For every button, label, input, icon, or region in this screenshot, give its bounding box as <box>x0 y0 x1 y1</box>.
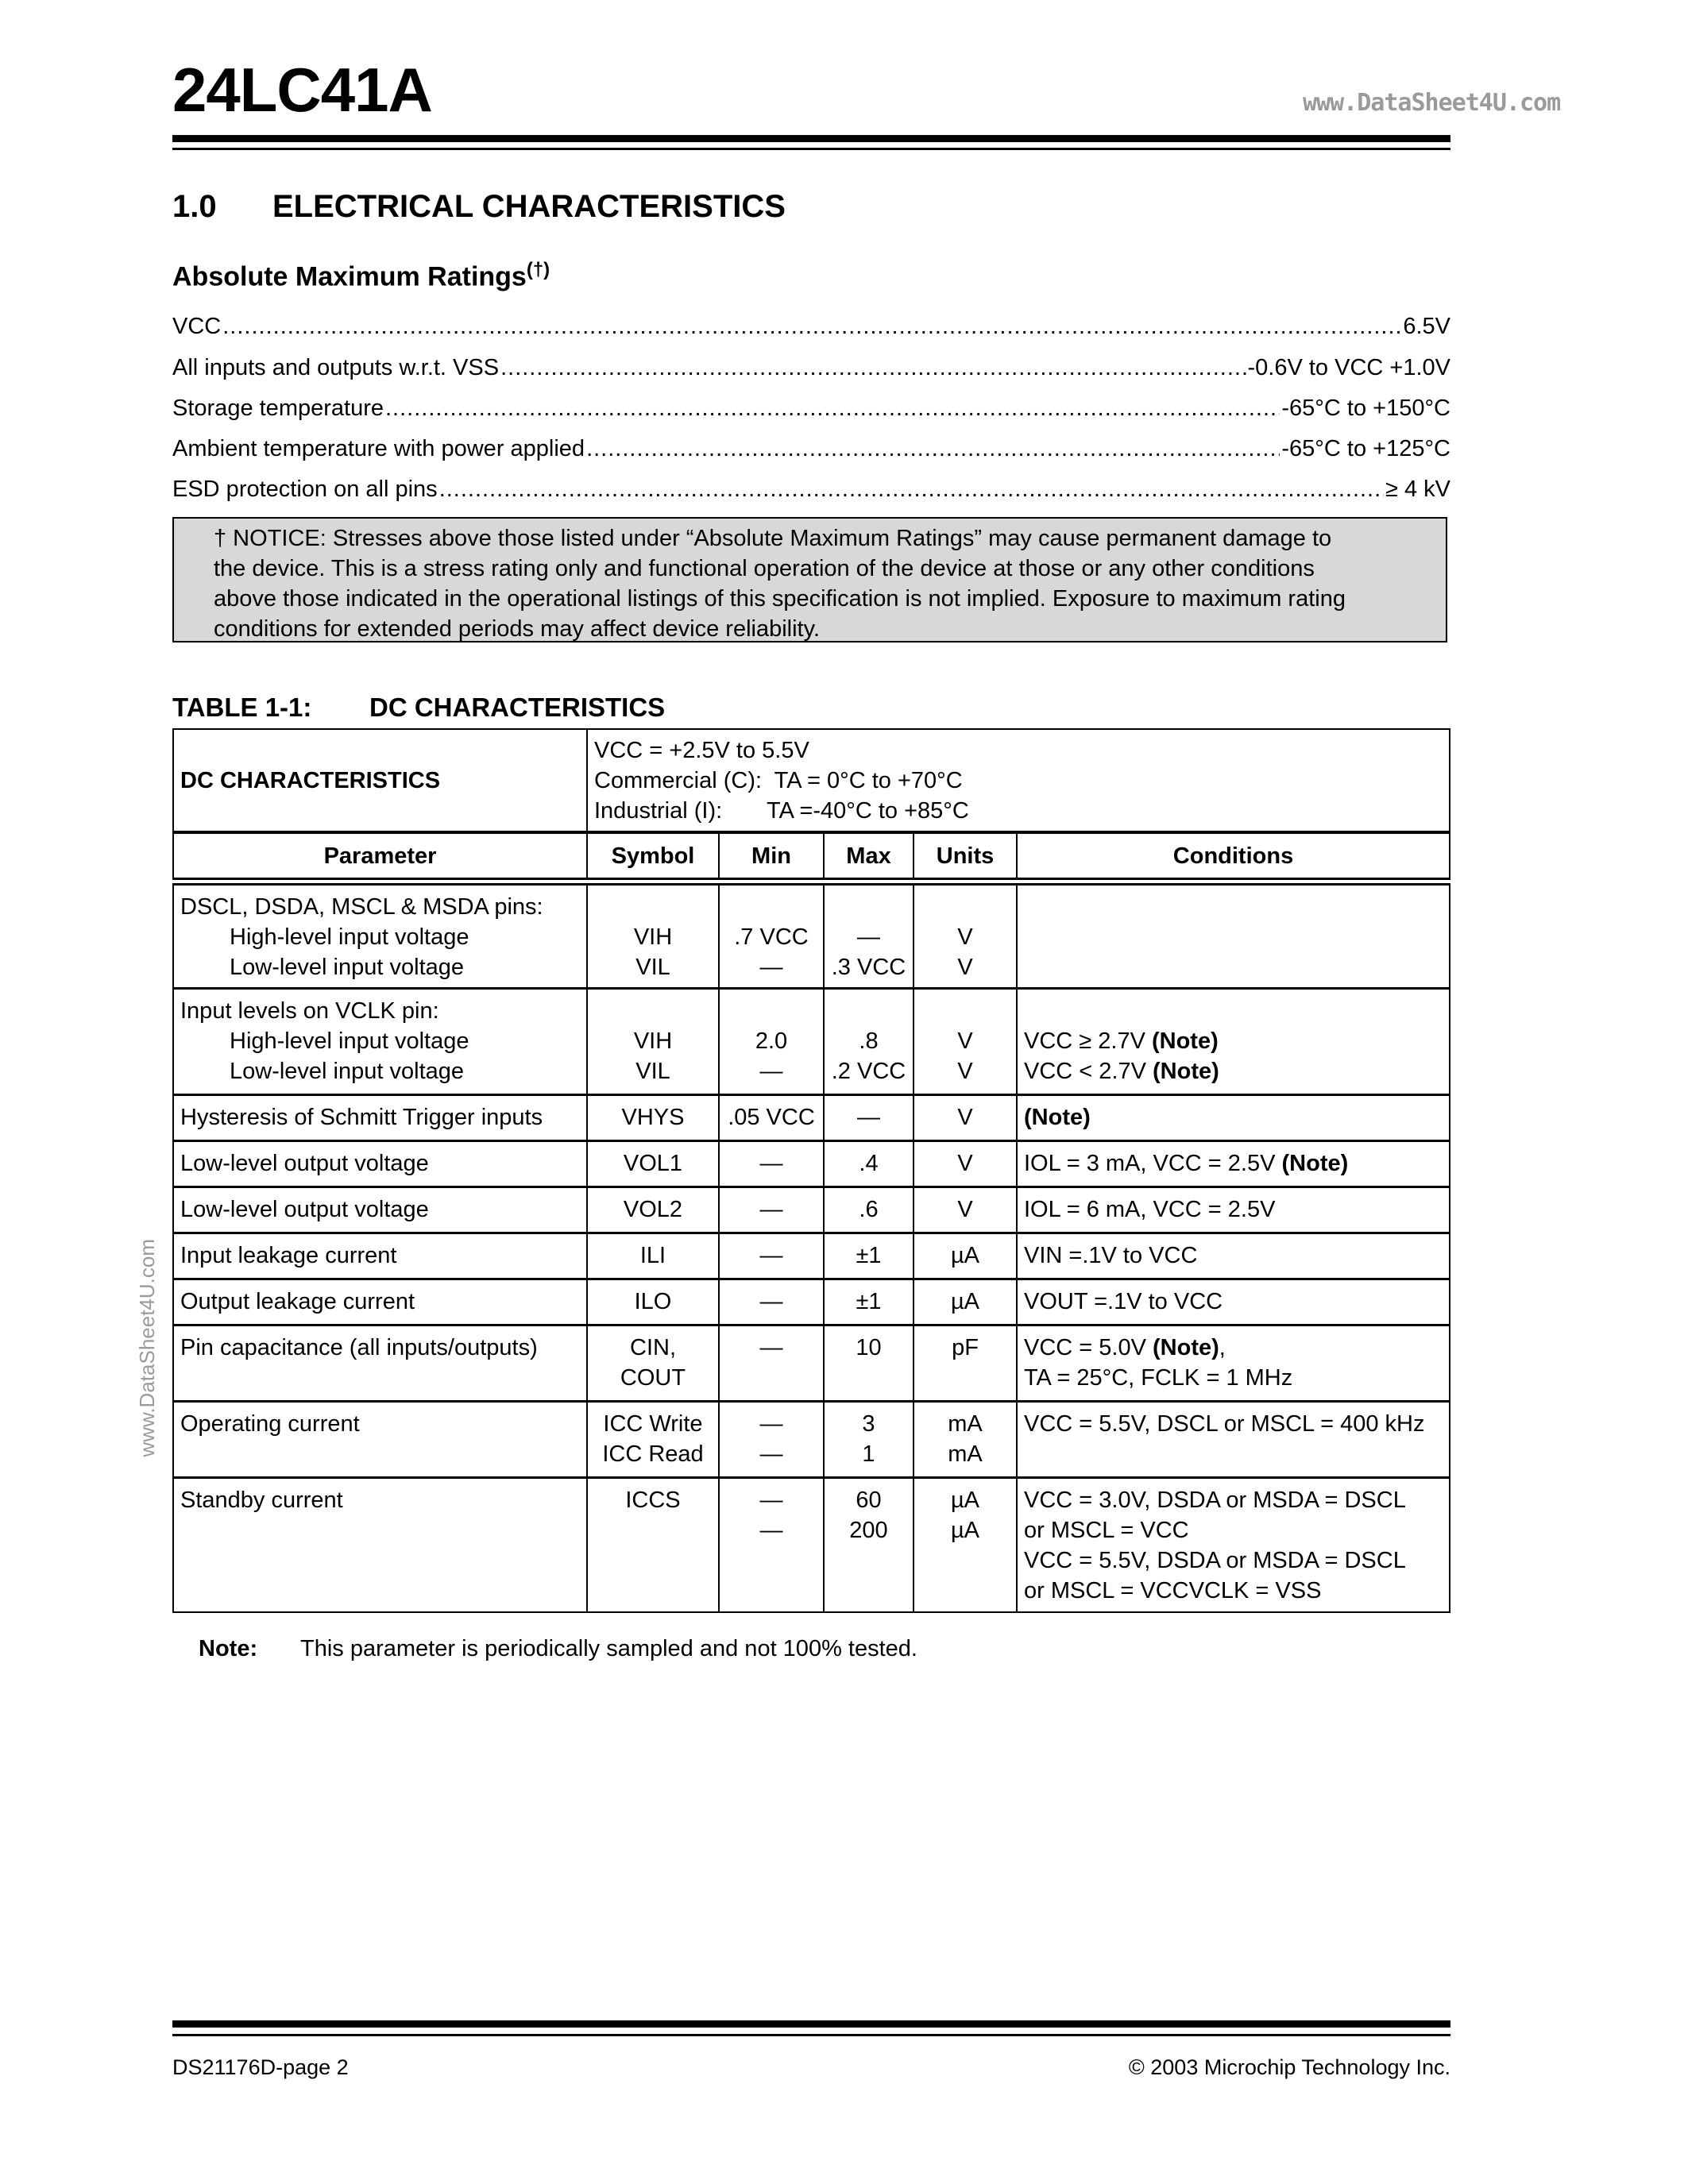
symbol-line: ICCS <box>625 1487 681 1513</box>
symbol-line: VIH <box>633 924 673 950</box>
column-header-min: Min <box>719 832 824 882</box>
cell-param <box>173 1187 587 1233</box>
table-row <box>173 1279 1450 1325</box>
min-line: 2.0 <box>755 1028 788 1054</box>
cond-line: VIN =.1V to VCC <box>1024 1242 1198 1268</box>
footer-page: DS21176D-page 2 <box>172 2055 349 2079</box>
param-line: Hysteresis of Schmitt Trigger inputs <box>180 1104 543 1130</box>
footer-rule-thick <box>172 2020 1450 2028</box>
cell-units <box>914 882 1017 988</box>
cell-param <box>173 1325 587 1401</box>
table-header-conditions <box>587 729 1450 832</box>
ratings-title: Absolute Maximum Ratings <box>172 261 527 292</box>
ratings-heading <box>172 259 550 292</box>
cond-line <box>1024 1102 1443 1133</box>
symbol-line: ICC Write <box>603 1410 703 1437</box>
units-line: V <box>957 1058 973 1084</box>
document-title: 24LC41A <box>172 55 432 125</box>
min-line: — <box>759 1441 783 1467</box>
cell-max <box>824 882 914 988</box>
min-line: — <box>759 1334 783 1360</box>
cond-line: or MSCL = VCCVCLK = VSS <box>1024 1577 1322 1603</box>
units-line: mA <box>948 1410 983 1437</box>
symbol-line <box>594 996 712 1026</box>
cell-min <box>719 1187 824 1233</box>
notice-line: † NOTICE: Stresses above those listed under “Absolute Maximum Ratings” may cause permanent damage to <box>214 526 1332 551</box>
cell-min <box>719 1094 824 1140</box>
table-row <box>173 882 1450 988</box>
units-line: V <box>957 1150 973 1176</box>
max-line: 1 <box>862 1441 875 1467</box>
units-line: µA <box>950 1242 980 1268</box>
section-title: ELECTRICAL CHARACTERISTICS <box>272 189 786 224</box>
cell-param <box>173 1279 587 1325</box>
cond-line <box>1024 922 1443 952</box>
max-line: 60 <box>856 1487 882 1513</box>
column-header-symbol: Symbol <box>587 832 719 882</box>
max-line: — <box>857 1104 880 1130</box>
max-line: ±1 <box>856 1242 882 1268</box>
rating-value: -0.6V to VCC +1.0V <box>1247 355 1450 380</box>
cell-units <box>914 1140 1017 1187</box>
cell-symbol <box>587 882 719 988</box>
cell-max <box>824 1325 914 1401</box>
notice-line: above those indicated in the operational listings of this specification is not implied. Exposure to maximum rating <box>214 586 1346 612</box>
cell-param <box>173 1233 587 1279</box>
table-number: TABLE 1-1: <box>172 693 312 722</box>
cell-symbol <box>587 1477 719 1612</box>
cell-param <box>173 1401 587 1477</box>
min-line: .7 VCC <box>734 924 809 950</box>
cell-cond <box>1017 1233 1450 1279</box>
min-line: — <box>759 955 783 980</box>
units-line <box>921 996 1010 1026</box>
cell-symbol <box>587 1325 719 1401</box>
param-line: Low-level input voltage <box>230 955 465 980</box>
param-line: DSCL, DSDA, MSCL & MSDA pins: <box>180 894 543 920</box>
cell-max <box>824 1094 914 1140</box>
min-line: — <box>759 1242 783 1268</box>
max-line <box>831 892 906 922</box>
watermark-link[interactable]: www.DataSheet4U.com <box>1303 89 1561 117</box>
header-condition-line: Commercial (C): TA = 0°C to +70°C <box>594 767 963 793</box>
table-row <box>173 1140 1450 1187</box>
min-line <box>726 996 817 1026</box>
leader-dots <box>439 477 1384 503</box>
note-reference: (Note) <box>1281 1150 1349 1176</box>
symbol-line: CIN, COUT <box>620 1334 686 1391</box>
cond-line <box>1024 892 1443 922</box>
param-line: Low-level output voltage <box>180 1196 429 1222</box>
param-line: Input levels on VCLK pin: <box>180 997 439 1024</box>
cell-symbol <box>587 1140 719 1187</box>
cell-min <box>719 988 824 1094</box>
cond-line: VOUT =.1V to VCC <box>1024 1288 1223 1314</box>
units-line: V <box>957 1104 973 1130</box>
param-line: Input leakage current <box>180 1242 397 1268</box>
cell-max <box>824 1233 914 1279</box>
cell-cond <box>1017 882 1450 988</box>
cond-line: VCC ≥ 2.7V (Note) <box>1024 1028 1219 1054</box>
cell-cond <box>1017 1187 1450 1233</box>
min-line: — <box>759 1196 783 1222</box>
cell-min <box>719 1233 824 1279</box>
table-note <box>199 1636 917 1662</box>
header-rule-thick <box>172 135 1450 142</box>
symbol-line: ILI <box>639 1242 666 1268</box>
cell-units <box>914 988 1017 1094</box>
column-header-parameter: Parameter <box>173 832 587 882</box>
cond-line: VCC = 5.0V (Note), <box>1024 1334 1226 1360</box>
cell-param <box>173 1477 587 1612</box>
cell-cond <box>1017 1477 1450 1612</box>
max-line: 3 <box>862 1410 875 1437</box>
cond-line: VCC = 5.5V, DSCL or MSCL = 400 kHz <box>1024 1410 1425 1437</box>
rating-value: -65°C to +150°C <box>1281 396 1450 421</box>
min-line: — <box>759 1410 783 1437</box>
cell-units <box>914 1279 1017 1325</box>
param-line: High-level input voltage <box>230 924 469 950</box>
rating-label: VCC <box>172 314 222 339</box>
max-line: .8 <box>859 1028 879 1054</box>
cell-units <box>914 1094 1017 1140</box>
leader-dots <box>385 396 1280 422</box>
max-line <box>831 996 906 1026</box>
rating-label: Ambient temperature with power applied <box>172 436 585 461</box>
units-line <box>921 892 1010 922</box>
min-line: — <box>759 1058 783 1084</box>
units-line: mA <box>948 1441 983 1467</box>
cell-units <box>914 1401 1017 1477</box>
footer-rule-thin <box>172 2034 1450 2036</box>
max-line: ±1 <box>856 1288 882 1314</box>
symbol-line: VOL2 <box>623 1196 683 1222</box>
dc-characteristics-table <box>172 728 1450 1613</box>
symbol-line: ILO <box>634 1288 672 1314</box>
symbol-line: VOL1 <box>623 1150 683 1176</box>
cell-param <box>173 1140 587 1187</box>
cell-symbol <box>587 988 719 1094</box>
rating-row <box>172 355 1450 381</box>
max-line: 10 <box>856 1334 882 1360</box>
param-line: Low-level input voltage <box>230 1058 465 1084</box>
column-header-max: Max <box>824 832 914 882</box>
max-line: .6 <box>859 1196 879 1222</box>
cond-line: VCC = 5.5V, DSDA or MSDA = DSCL <box>1024 1547 1406 1573</box>
rating-value: 6.5V <box>1403 314 1450 339</box>
note-reference: (Note) <box>1153 1058 1219 1084</box>
param-line: Output leakage current <box>180 1288 415 1314</box>
symbol-line <box>594 892 712 922</box>
note-reference: (Note) <box>1151 1028 1219 1054</box>
header-condition-line: VCC = +2.5V to 5.5V <box>594 737 809 763</box>
rating-row <box>172 477 1450 503</box>
watermark-text: www.DataSheet4U.com <box>135 1239 159 1457</box>
max-line: .3 VCC <box>831 955 906 980</box>
min-line: — <box>759 1150 783 1176</box>
cell-max <box>824 1279 914 1325</box>
cell-cond <box>1017 1325 1450 1401</box>
cell-param <box>173 1094 587 1140</box>
units-line: V <box>957 1196 973 1222</box>
notice-line: the device. This is a stress rating only and functional operation of the device at those or any other conditions <box>214 556 1315 581</box>
leader-dots <box>500 355 1246 381</box>
rating-value: -65°C to +125°C <box>1281 436 1450 461</box>
min-line: — <box>759 1487 783 1513</box>
cell-min <box>719 1279 824 1325</box>
cell-cond <box>1017 988 1450 1094</box>
rating-value: ≥ 4 kV <box>1385 477 1450 502</box>
cell-min <box>719 1477 824 1612</box>
cell-cond <box>1017 1401 1450 1477</box>
cell-max <box>824 1187 914 1233</box>
cond-line <box>1024 952 1443 982</box>
table-caption <box>172 693 665 723</box>
cond-line: or MSCL = VCC <box>1024 1517 1189 1543</box>
notice-box <box>172 517 1447 642</box>
table-row <box>173 1401 1450 1477</box>
min-line <box>726 892 817 922</box>
cond-line: TA = 25°C, FCLK = 1 MHz <box>1024 1364 1293 1391</box>
footer-copyright: © 2003 Microchip Technology Inc. <box>1128 2055 1450 2079</box>
rating-label: ESD protection on all pins <box>172 477 438 502</box>
max-line: .2 VCC <box>831 1058 906 1084</box>
units-line: V <box>957 955 973 980</box>
symbol-line: VHYS <box>621 1104 685 1130</box>
rating-row <box>172 396 1450 422</box>
leader-dots <box>222 314 1401 340</box>
symbol-line: VIH <box>633 1028 673 1054</box>
cond-line: IOL = 6 mA, VCC = 2.5V <box>1024 1196 1276 1222</box>
param-line: Pin capacitance (all inputs/outputs) <box>180 1334 538 1360</box>
header-rule-thin <box>172 148 1450 150</box>
cell-param <box>173 882 587 988</box>
section-number: 1.0 <box>172 189 217 224</box>
table-row <box>173 1325 1450 1401</box>
units-line: pF <box>952 1334 979 1360</box>
note-label: Note: <box>199 1636 258 1661</box>
max-line: .4 <box>859 1150 879 1176</box>
cell-symbol <box>587 1401 719 1477</box>
note-text: This parameter is periodically sampled and not 100% tested. <box>300 1636 917 1661</box>
table-row <box>173 988 1450 1094</box>
table-row <box>173 1187 1450 1233</box>
table-header-label: DC CHARACTERISTICS <box>173 729 587 832</box>
cell-param <box>173 988 587 1094</box>
cell-cond <box>1017 1279 1450 1325</box>
max-line: — <box>857 924 880 950</box>
cell-max <box>824 1140 914 1187</box>
column-header-conditions: Conditions <box>1017 832 1450 882</box>
cell-min <box>719 1140 824 1187</box>
param-line: Standby current <box>180 1487 343 1513</box>
cell-units <box>914 1477 1017 1612</box>
section-heading <box>172 189 786 225</box>
table-row <box>173 1094 1450 1140</box>
cell-units <box>914 1325 1017 1401</box>
cell-symbol <box>587 1233 719 1279</box>
symbol-line: VIL <box>635 955 670 980</box>
rating-label: Storage temperature <box>172 396 384 421</box>
cond-line: VCC = 3.0V, DSDA or MSDA = DSCL <box>1024 1487 1406 1513</box>
cell-cond <box>1017 1094 1450 1140</box>
rating-row <box>172 314 1450 340</box>
column-header-units: Units <box>914 832 1017 882</box>
leader-dots <box>586 436 1280 462</box>
cell-symbol <box>587 1187 719 1233</box>
min-line: .05 VCC <box>728 1104 815 1130</box>
cond-line: IOL = 3 mA, VCC = 2.5V (Note) <box>1024 1150 1349 1176</box>
table-row <box>173 1233 1450 1279</box>
notice-line: conditions for extended periods may affect device reliability. <box>214 616 821 642</box>
cond-line <box>1024 996 1443 1026</box>
note-reference: (Note) <box>1024 1104 1091 1130</box>
cell-units <box>914 1187 1017 1233</box>
cell-units <box>914 1233 1017 1279</box>
note-reference: (Note) <box>1153 1334 1219 1360</box>
max-line: 200 <box>849 1517 888 1543</box>
param-line: Low-level output voltage <box>180 1150 429 1176</box>
table-title: DC CHARACTERISTICS <box>369 693 666 722</box>
symbol-line: VIL <box>635 1058 670 1084</box>
cell-cond <box>1017 1140 1450 1187</box>
cell-symbol <box>587 1094 719 1140</box>
min-line: — <box>759 1288 783 1314</box>
cond-line: VCC < 2.7V (Note) <box>1024 1058 1219 1084</box>
cell-max <box>824 988 914 1094</box>
dagger-footnote-mark: (†) <box>526 259 550 280</box>
cell-min <box>719 1325 824 1401</box>
units-line: µA <box>950 1517 980 1543</box>
param-line: High-level input voltage <box>230 1028 469 1054</box>
units-line: V <box>957 924 973 950</box>
cell-symbol <box>587 1279 719 1325</box>
cell-min <box>719 1401 824 1477</box>
cell-min <box>719 882 824 988</box>
param-line: Operating current <box>180 1410 360 1437</box>
units-line: µA <box>950 1487 980 1513</box>
rating-label: All inputs and outputs w.r.t. VSS <box>172 355 500 380</box>
min-line: — <box>759 1517 783 1543</box>
symbol-line: ICC Read <box>602 1441 704 1467</box>
cell-max <box>824 1477 914 1612</box>
cell-max <box>824 1401 914 1477</box>
units-line: µA <box>950 1288 980 1314</box>
header-condition-line: Industrial (I): TA =-40°C to +85°C <box>594 797 969 824</box>
units-line: V <box>957 1028 973 1054</box>
table-row <box>173 1477 1450 1612</box>
rating-row <box>172 436 1450 462</box>
